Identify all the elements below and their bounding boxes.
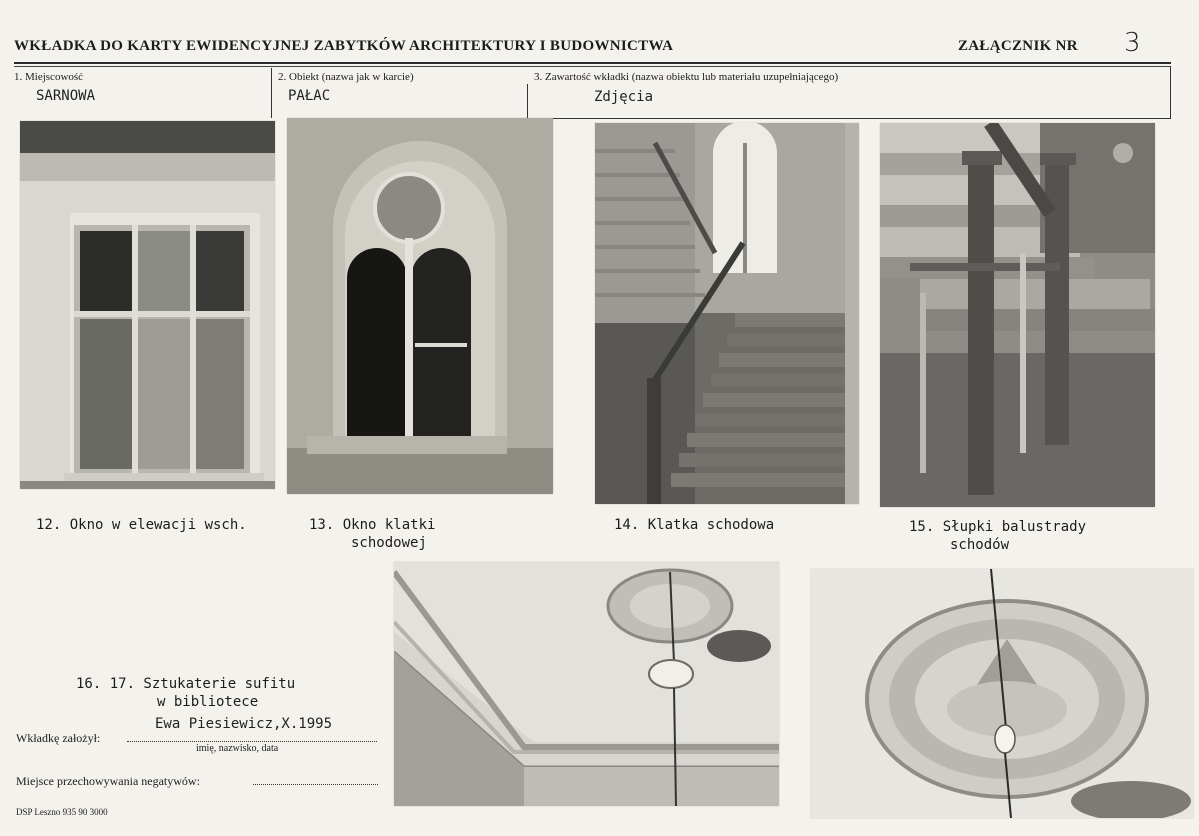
content-value: Zdjęcia — [594, 89, 654, 105]
author-hint: imię, nazwisko, data — [196, 743, 279, 754]
caption-photo-13: 13. Okno klatki — [309, 517, 436, 533]
caption-photo-15: 15. Słupki balustrady — [909, 519, 1087, 535]
author-label: Wkładkę założył: — [16, 731, 101, 745]
object-value: PAŁAC — [288, 88, 331, 104]
field-rule — [527, 118, 1171, 119]
caption-photo-13-line2: schodowej — [351, 535, 427, 551]
header-rule — [14, 62, 1171, 64]
caption-photo-12: 12. Okno w elewacji wsch. — [36, 517, 247, 533]
author-dotted-line — [127, 741, 377, 742]
field-divider — [271, 68, 272, 118]
content-label: 3. Zawartość wkładki (nazwa obiektu lub materiału uzupełniającego) — [534, 71, 839, 83]
photo-east-window — [20, 121, 275, 489]
author-value: Ewa Piesiewicz,X.1995 — [155, 716, 333, 732]
object-label: 2. Obiekt (nazwa jak w karcie) — [278, 71, 414, 83]
caption-photo-15-line2: schodów — [950, 537, 1010, 553]
annex-label: ZAŁĄCZNIK NR — [958, 38, 1078, 54]
photo-staircase — [595, 123, 859, 504]
caption-photo-14: 14. Klatka schodowa — [614, 517, 775, 533]
place-value: SARNOWA — [36, 88, 96, 104]
place-label: 1. Miejscowość — [14, 71, 84, 83]
caption-photos-16-17-line2: w bibliotece — [157, 694, 259, 710]
field-divider — [527, 84, 528, 118]
photo-ceiling-rosette — [811, 569, 1193, 818]
header-rule-thin — [14, 66, 1171, 67]
storage-label: Miejsce przechowywania negatywów: — [16, 774, 200, 788]
storage-dotted-line — [253, 784, 378, 785]
photo-staircase-window — [287, 118, 553, 494]
photo-baluster-posts — [880, 123, 1155, 507]
annex-number: 3 — [1124, 28, 1141, 58]
caption-photos-16-17: 16. 17. Sztukaterie sufitu — [76, 676, 296, 692]
field-divider — [1170, 66, 1171, 119]
form-title: WKŁADKA DO KARTY EWIDENCYJNEJ ZABYTKÓW ARCHITEKTURY I BUDOWNICTWA — [14, 38, 674, 54]
print-code: DSP Leszno 935 90 3000 — [16, 807, 108, 817]
photo-ceiling-stucco — [394, 562, 779, 806]
